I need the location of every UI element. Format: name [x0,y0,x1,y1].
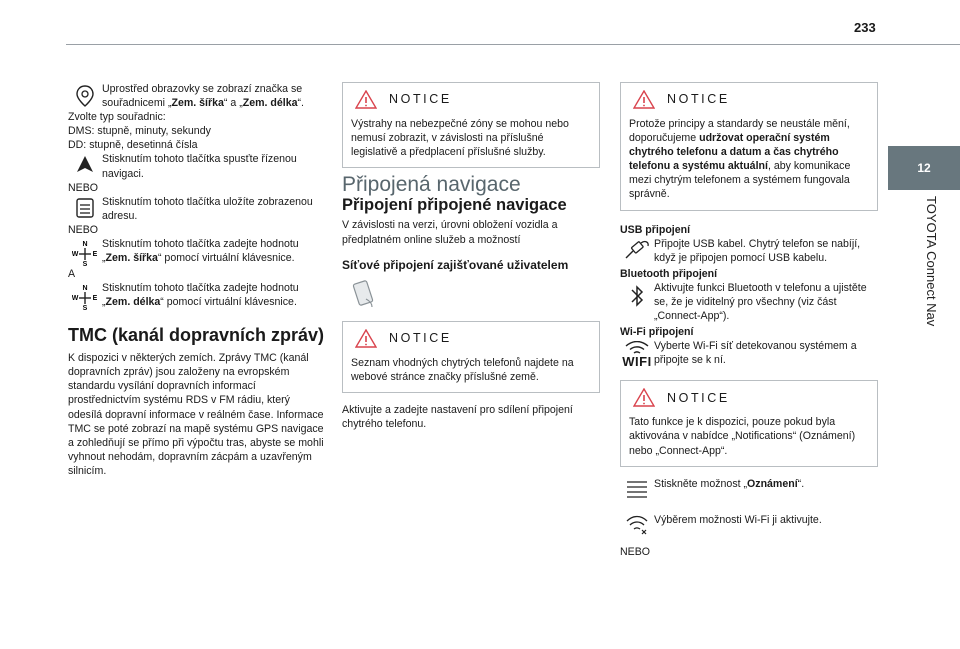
svg-text:E: E [92,295,98,303]
wifi-icon [620,513,654,535]
wifi-icon-text: WIFI [622,354,652,370]
or-label: NEBO [620,545,651,558]
svg-text:W: W [72,251,79,259]
save-address-item: Stisknutím tohoto tlačítka uložíte zobrazenou adresu. [68,195,326,223]
chapter-heading: Připojená navigace [342,173,521,197]
svg-text:S: S [82,261,88,268]
chapter-side-title: TOYOTA Connect Nav [924,196,939,327]
press-notifications-item: Stiskněte možnost „Oznámení“. [620,477,878,501]
notice-title: NOTICE [389,331,452,346]
usb-item: Připojte USB kabel. Chytrý telefon se nabíjí, když je připojen pomocí USB kabelu. [620,237,878,265]
dms-line: DMS: stupně, minuty, sekundy [68,125,211,138]
notice-text: Výstrahy na nebezpečné zóny se mohou nebo nemusí zobrazit, v závislosti na příslušné legislativě a předplacení příslušné služby. [351,118,569,159]
svg-text:S: S [82,305,88,312]
section-heading: Připojení připojené navigace [342,196,567,215]
page-number: 233 [854,20,876,35]
navigation-arrow-icon [68,152,102,174]
activate-text: Aktivujte a zadejte nastavení pro sdílení připojení chytrého telefonu. [342,403,573,431]
bluetooth-item: Aktivujte funkci Bluetooth v telefonu a ujistěte se, že je viditelný pro všechny (viz část „Connect-App“). [620,281,878,323]
enter-longitude-item: N S W E Stisknutím tohoto tlačítka zadejte hodnotu „Zem. délka“ pomocí virtuální klávesnice. [68,281,326,311]
wifi-label: Wi-Fi připojení [620,326,694,339]
location-pin-icon [68,82,102,108]
svg-text:E: E [92,251,98,259]
notice-box [342,321,600,393]
choose-type: Zvolte typ souřadnic: [68,111,166,124]
notification-list-icon [620,477,654,501]
column-2 [342,82,600,431]
notice-title: NOTICE [667,92,730,107]
warning-triangle-icon [633,388,655,407]
compass-icon [68,237,102,267]
chapter-tab: 12 [888,146,960,190]
notice-box [342,82,600,168]
warning-triangle-icon [355,329,377,348]
svg-text:N: N [82,241,88,249]
select-wifi-item: Výběrem možnosti Wi-Fi ji aktivujte. [620,513,878,535]
start-navigation-item: Stisknutím tohoto tlačítka spusťte řízenou navigaci. [68,152,326,180]
warning-triangle-icon [355,90,377,109]
warning-triangle-icon [633,90,655,109]
smartphone-icon [350,279,600,313]
or-label: NEBO [68,223,99,236]
compass-icon [68,281,102,311]
usb-label: USB připojení [620,223,691,236]
tmc-body: K dispozici v některých zemích. Zprávy TMC (kanál dopravních zpráv) jsou založeny na evropském standardu vysílání dopravních informací prostřednictvím systému RDS v FM rádiu, který odesílá dopravní informace v reálném čase. Informace TMC se poté zobrazí na mapě systému GPS navigace a zohledňují se přímo při výpočtu tras, abyste se mohli vyhnout nehodám, dopravním zácpám a uzavřeným silnicím. [68,352,324,477]
svg-text:W: W [72,295,79,303]
svg-text:N: N [82,285,88,293]
usb-icon [620,237,654,261]
tmc-heading: TMC (kanál dopravních zpráv) [68,325,325,346]
notice-box [620,82,878,211]
notice-title: NOTICE [667,390,730,405]
notice-text: Tato funkce je k dispozici, pouze pokud byla aktivována v nabídce „Notifications“ (Oznámení) nebo „Connect-App“. [629,416,856,457]
and-label: A [68,268,76,281]
notice-title: NOTICE [389,92,452,107]
dd-line: DD: stupně, desetinná čísla [68,139,198,152]
bluetooth-label: Bluetooth připojení [620,267,718,280]
bluetooth-icon [620,281,654,309]
wifi-icon [620,339,654,368]
section-text: V závislosti na verzi, úrovni obložení vozidla a předplatném online služeb a možností [342,219,558,246]
subsection-heading: Síťové připojení zajišťované uživatelem [342,257,569,272]
notice-text: Seznam vhodných chytrých telefonů najdete na webové stránce značky příslušné země. [351,356,574,383]
wifi-item: WIFI Vyberte Wi-Fi síť detekovanou systémem a připojte se k ní. [620,339,878,368]
enter-latitude-item: N S W E Stisknutím tohoto tlačítka zadejte hodnotu „Zem. šířka“ pomocí virtuální klávesnice. [68,237,326,267]
coordinates-paragraph: Uprostřed obrazovky se zobrazí značka se souřadnicemi „Zem. šířka“ a „Zem. délka“. [68,82,326,110]
notice-text: Protože principy a standardy se neustále mění, doporučujeme udržovat operační systém chytrého telefonu a datum a čas chytrého telefonu a systému aktuální, aby komunikace mezi chytrým telefonem a systémem fungovala správně. [629,118,851,201]
column-3 [620,82,878,559]
top-rule [66,44,960,45]
column-1 [68,82,326,478]
or-label: NEBO [68,181,99,194]
notice-box [620,380,878,466]
save-list-icon [68,195,102,219]
